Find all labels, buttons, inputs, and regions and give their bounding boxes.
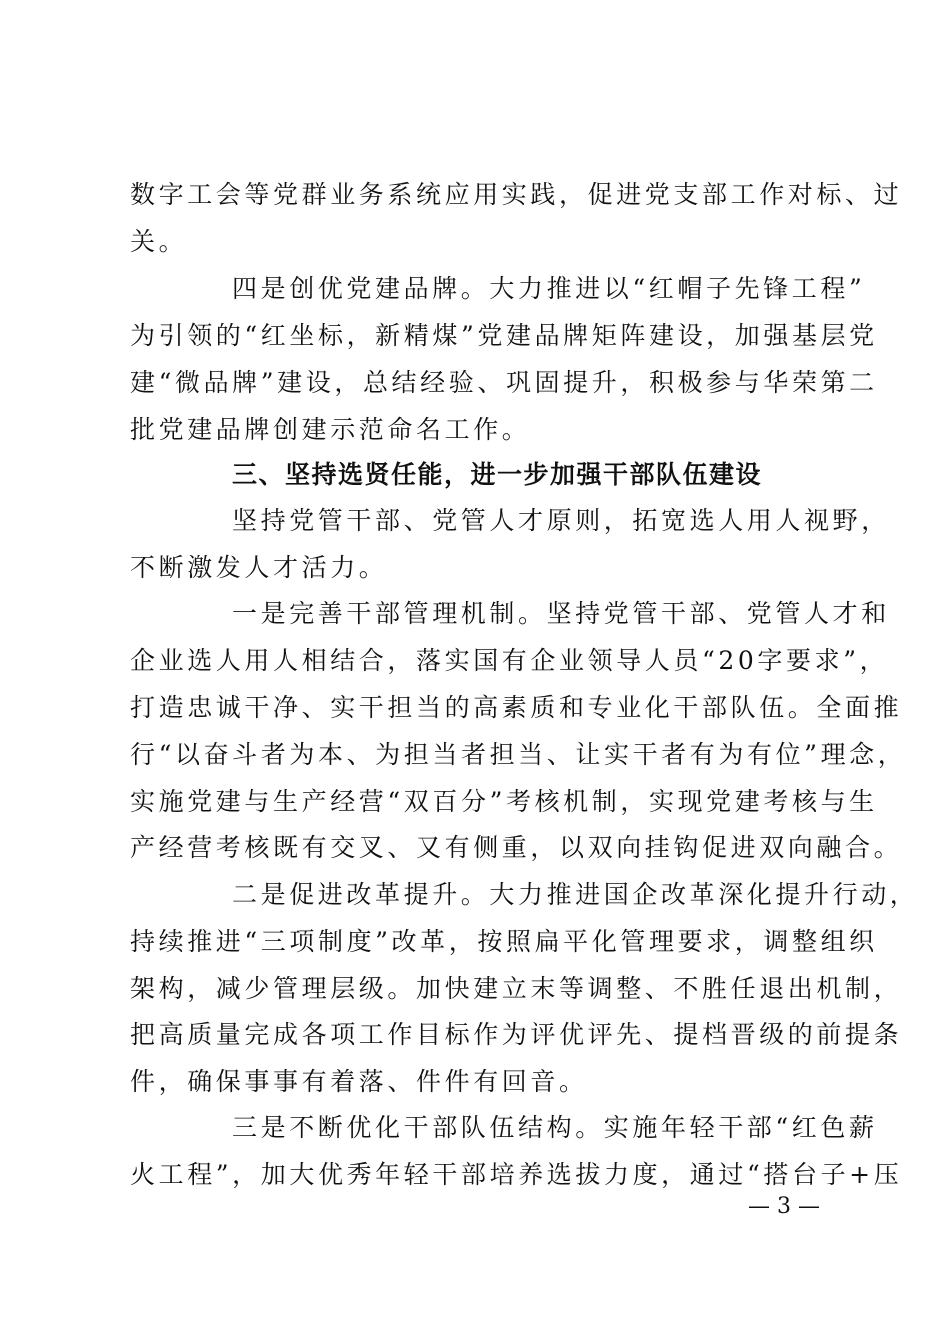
text-line: 火工程”，加大优秀年轻干部培养选拔力度，通过“搭台子+压 — [130, 1160, 903, 1189]
text-line: 产经营考核既有交叉、又有侧重，以双向挂钩促进双向融合。 — [130, 833, 903, 862]
text-line: 件，确保事事有着落、件件有回音。 — [130, 1067, 588, 1096]
text-line: 四是创优党建品牌。大力推进以“红帽子先锋工程” — [232, 274, 866, 303]
text-line: 实施党建与生产经营“双百分”考核机制，实现党建考核与生 — [130, 787, 878, 816]
page-number: — 3 — — [748, 1194, 820, 1219]
text-line: 批党建品牌创建示范命名工作。 — [130, 415, 531, 444]
text-line: 企业选人用人相结合，落实国有企业领导人员“20字要求”， — [130, 646, 889, 675]
text-line: 行“以奋斗者为本、为担当者担当、让实干者有为有位”理念， — [130, 740, 907, 769]
text-line: 二是促进改革提升。大力推进国企改革深化提升行动， — [232, 880, 919, 909]
text-line: 建“微品牌”建设，总结经验、巩固提升，积极参与华荣第二 — [130, 368, 878, 397]
text-line: 关。 — [130, 227, 188, 256]
text-line: 数字工会等党群业务系统应用实践，促进党支部工作对标、过 — [130, 180, 903, 209]
text-line: 持续推进“三项制度”改革，按照扁平化管理要求，调整组织 — [130, 927, 878, 956]
text-line: 把高质量完成各项工作目标作为评优评先、提档晋级的前提条 — [130, 1020, 903, 1049]
section-heading: 三、坚持选贤任能，进一步加强干部队伍建设 — [232, 460, 763, 489]
text-line: 三是不断优化干部队伍结构。实施年轻干部“红色薪 — [232, 1113, 878, 1142]
text-line: 一是完善干部管理机制。坚持党管干部、党管人才和 — [232, 599, 890, 628]
text-line: 坚持党管干部、党管人才原则，拓宽选人用人视野， — [232, 506, 890, 535]
text-line: 架构，减少管理层级。加快建立末等调整、不胜任退出机制， — [130, 974, 903, 1003]
text-line: 为引领的“红坐标，新精煤”党建品牌矩阵建设，加强基层党 — [130, 321, 878, 350]
text-line: 打造忠诚干净、实干担当的高素质和专业化干部队伍。全面推 — [130, 693, 903, 722]
text-line: 不断激发人才活力。 — [130, 553, 388, 582]
